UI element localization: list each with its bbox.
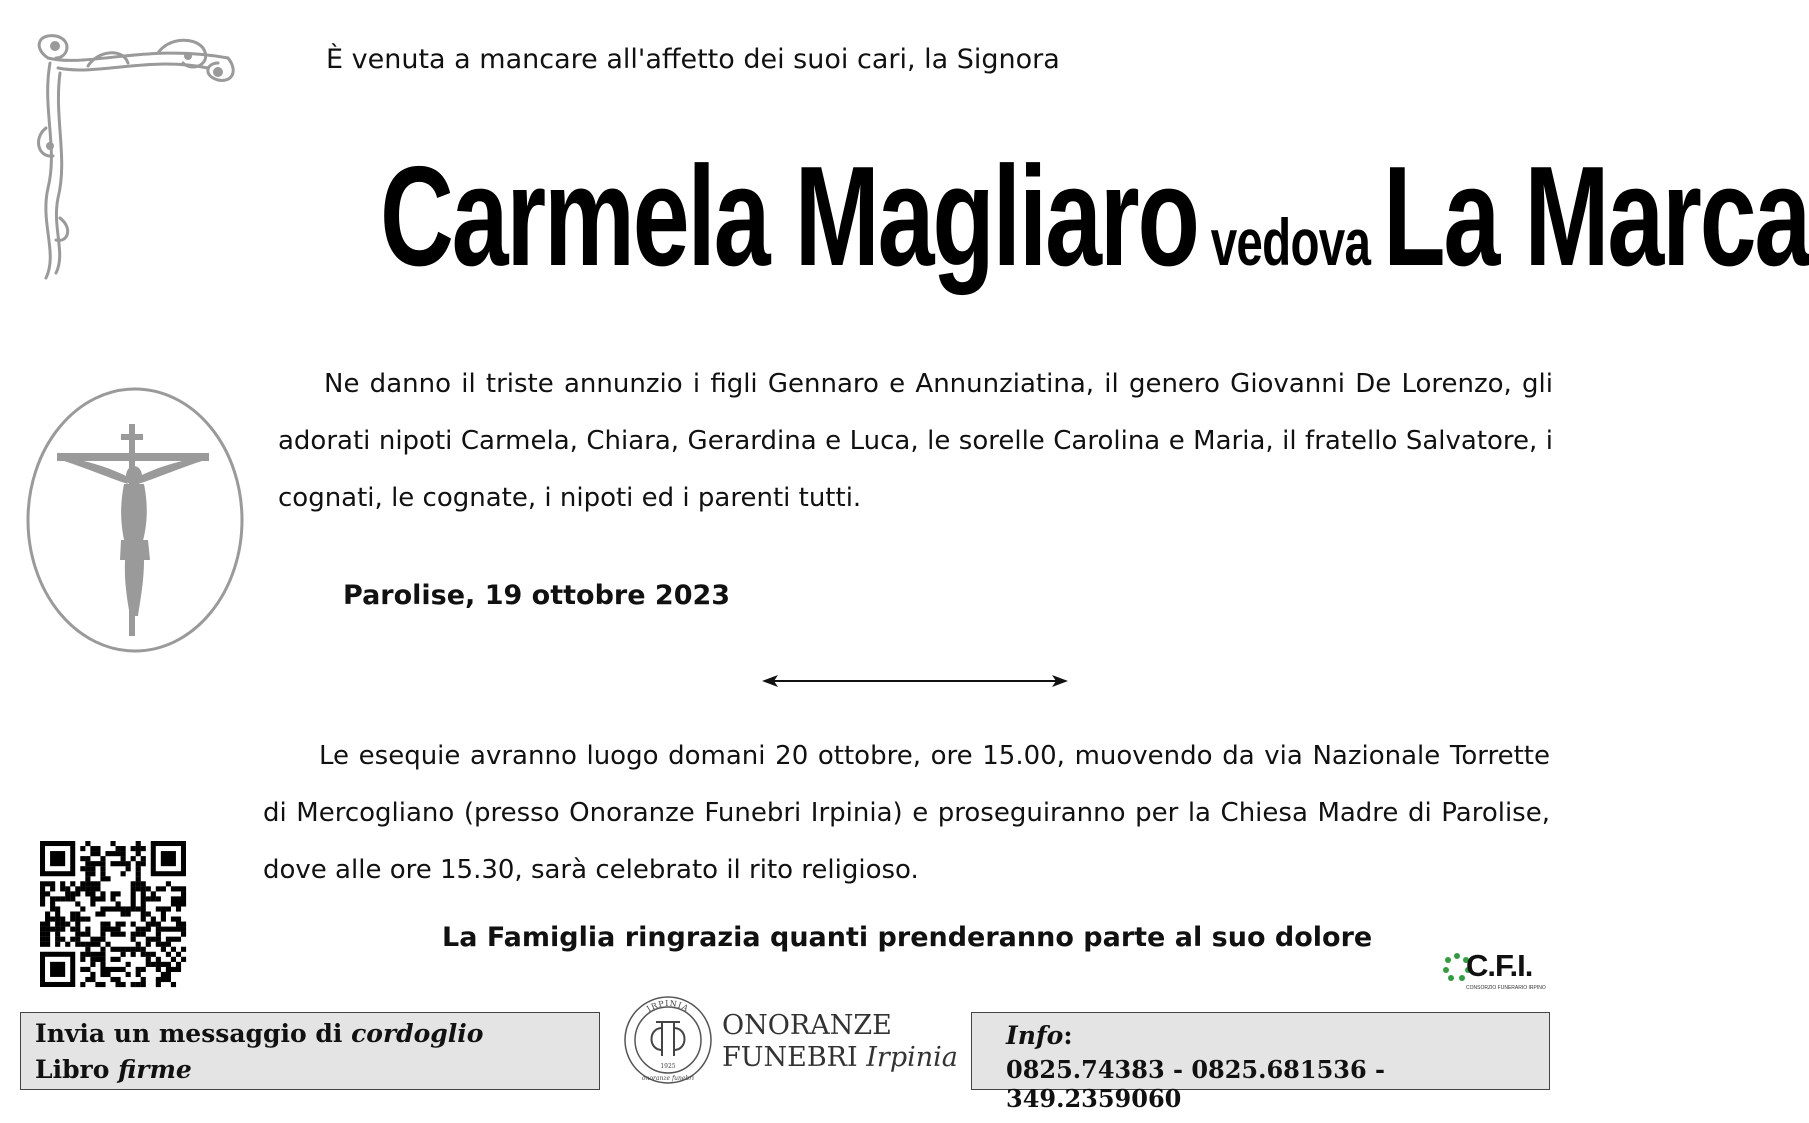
guestbook-italic: firme — [118, 1055, 192, 1084]
funeral-home-name-prefix: FUNEBRI — [722, 1042, 867, 1073]
cfi-logo-subtitle: CONSORZIO FUNERARIO IRPINO — [1466, 985, 1546, 991]
qr-code[interactable] — [40, 841, 186, 987]
deceased-name — [380, 135, 1809, 305]
info-phones[interactable]: 0825.74383 - 0825.681536 - 349.2359060 — [1006, 1055, 1385, 1113]
guestbook-link[interactable] — [35, 1055, 192, 1084]
double-arrow-divider-icon — [760, 672, 1070, 690]
funeral-home-name — [722, 1010, 958, 1074]
crucifix-icon — [24, 384, 246, 656]
funeral-home-name-line1: ONORANZE — [722, 1010, 892, 1041]
place-date: Parolise, 19 ottobre 2023 — [343, 580, 731, 611]
send-condolence-label: Invia un messaggio di — [35, 1019, 352, 1048]
corner-ornament-icon — [28, 28, 243, 286]
deceased-married-name: La Marca — [1383, 137, 1809, 296]
info-label-text: Info — [1006, 1021, 1064, 1050]
funeral-home-name-italic: Irpinia — [866, 1042, 958, 1073]
info-label: Info: — [1006, 1021, 1073, 1050]
seal-year-text: 1925 — [660, 1063, 676, 1070]
announcement-paragraph: Ne danno il triste annunzio i figli Gennaro e Annunziatina, il genero Giovanni De Lorenzo, gli adorati nipoti Carmela, Chiara, Gerardina e Luca, le sorelle Carolina e Maria, il fratello Salvatore, i cognati, le cognate, i nipoti ed i parenti tutti. — [278, 369, 1553, 513]
deceased-first-name: Carmela Magliaro — [380, 137, 1198, 296]
info-box — [971, 1012, 1550, 1113]
funeral-home-seal-icon — [618, 994, 718, 1086]
cfi-logo-text: C.F.I. — [1466, 948, 1533, 983]
name-connector: vedova — [1210, 205, 1371, 279]
thanks-text: La Famiglia ringrazia quanti prenderanno parte al suo dolore — [442, 922, 1373, 953]
send-condolence-italic: cordoglio — [351, 1019, 484, 1048]
seal-top-text: IRPINIA — [645, 998, 691, 1014]
condolence-box[interactable] — [20, 1012, 600, 1090]
svg-text:IRPINIA — [645, 999, 690, 1014]
guestbook-label: Libro — [35, 1055, 119, 1084]
funeral-paragraph: Le esequie avranno luogo domani 20 ottobre, ore 15.00, muovendo da via Nazionale Torrette di Mercogliano (presso Onoranze Funebri Irpinia) e proseguiranno per la Chiesa Madre di Parolise, dove alle ore 15.30, sarà celebrato il rito religioso. — [263, 741, 1550, 885]
intro-text: È venuta a mancare all'affetto dei suoi cari, la Signora — [326, 44, 1060, 75]
seal-bottom-text: onoranze funebri — [641, 1075, 695, 1082]
funeral-home-name-line2 — [722, 1042, 958, 1074]
send-condolence-link[interactable] — [35, 1019, 483, 1048]
